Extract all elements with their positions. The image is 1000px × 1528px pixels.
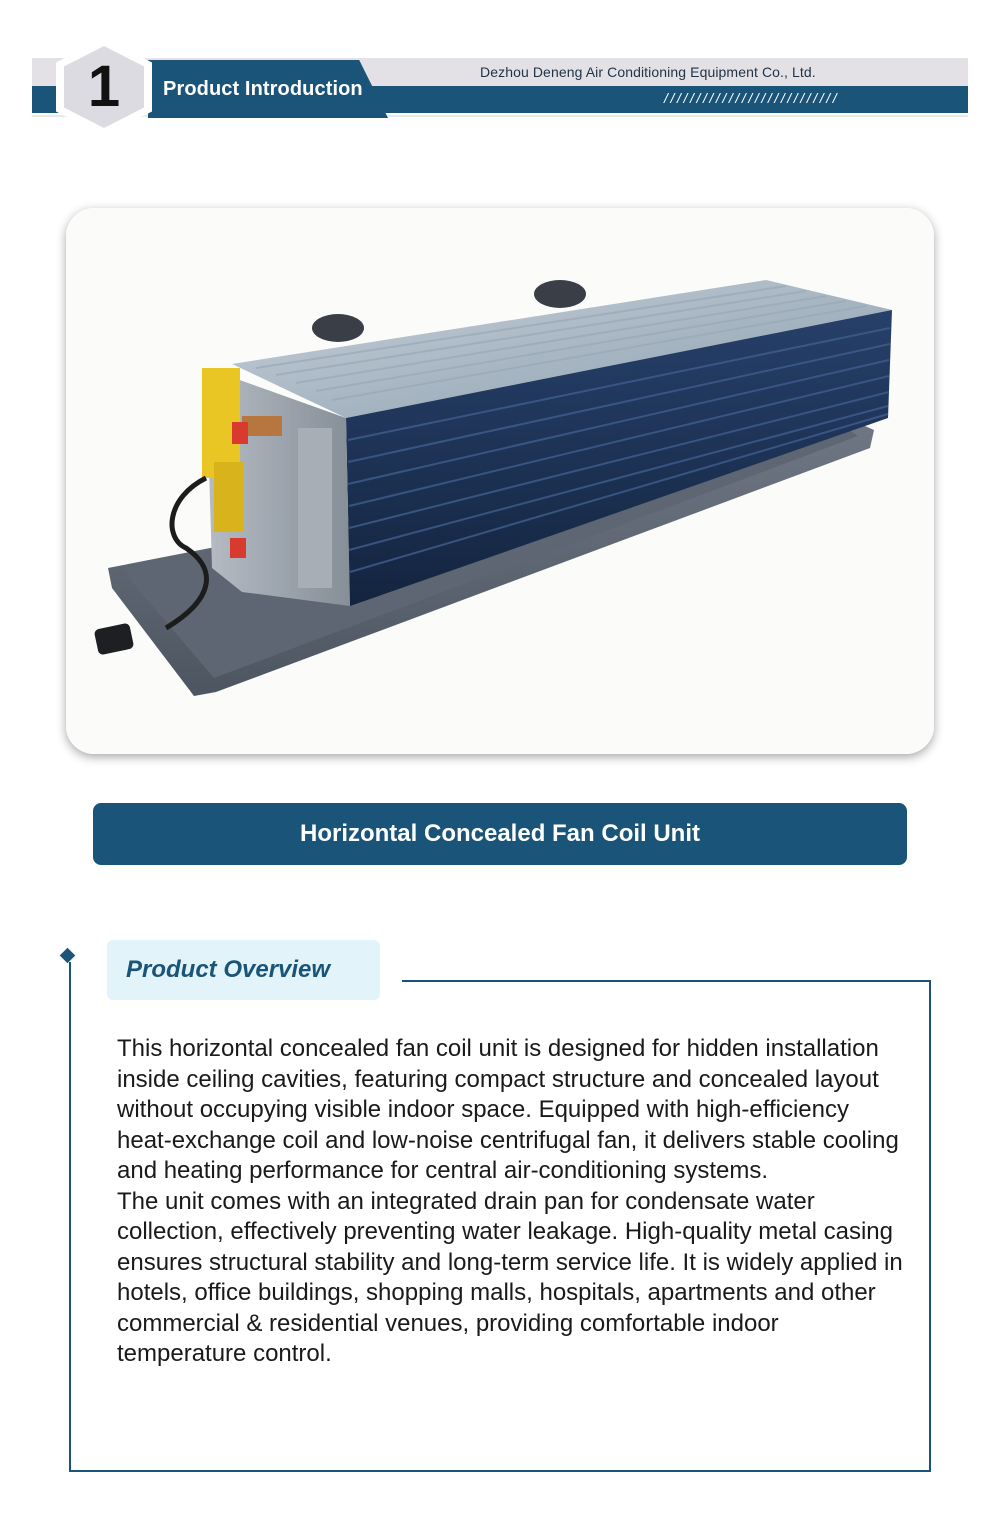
- fan-coil-unit-illustration: [66, 208, 934, 754]
- product-photo-card: [66, 208, 934, 754]
- overview-heading: Product Overview: [126, 956, 331, 983]
- overview-frame-top: [402, 980, 931, 982]
- section-header-banner: [0, 0, 1000, 140]
- overview-frame-left: [69, 962, 71, 1472]
- overview-frame-bottom: [69, 1470, 931, 1472]
- overview-frame-right: [929, 980, 931, 1472]
- product-title-bar: Horizontal Concealed Fan Coil Unit: [93, 803, 907, 865]
- overview-body: [117, 1034, 907, 1370]
- overview-paragraph: This horizontal concealed fan coil unit is designed for hidden installation inside ceiling cavities, featuring compact structure and concealed layout without occupying visible indoor space. Equipped with high-efficiency heat-exchange coil and low-noise centrifugal fan, it delivers stable cooling and heating performance for central air-conditioning systems.: [117, 1035, 899, 1184]
- overview-paragraph: The unit comes with an integrated drain pan for condensate water collection, effectively preventing water leakage. High-quality metal casing ensures structural stability and long-term service life. It is widely applied in hotels, office buildings, shopping malls, hospitals, apartments and other commercial & residential venues, providing comfortable indoor temperature control.: [117, 1187, 903, 1367]
- diamond-bullet-icon: [60, 948, 76, 964]
- company-name: Dezhou Deneng Air Conditioning Equipment Co., Ltd.: [480, 64, 816, 80]
- section-title: Product Introduction: [163, 78, 363, 100]
- section-number: 1: [87, 54, 121, 119]
- decorative-slashes: ///////////////////////////: [664, 90, 840, 106]
